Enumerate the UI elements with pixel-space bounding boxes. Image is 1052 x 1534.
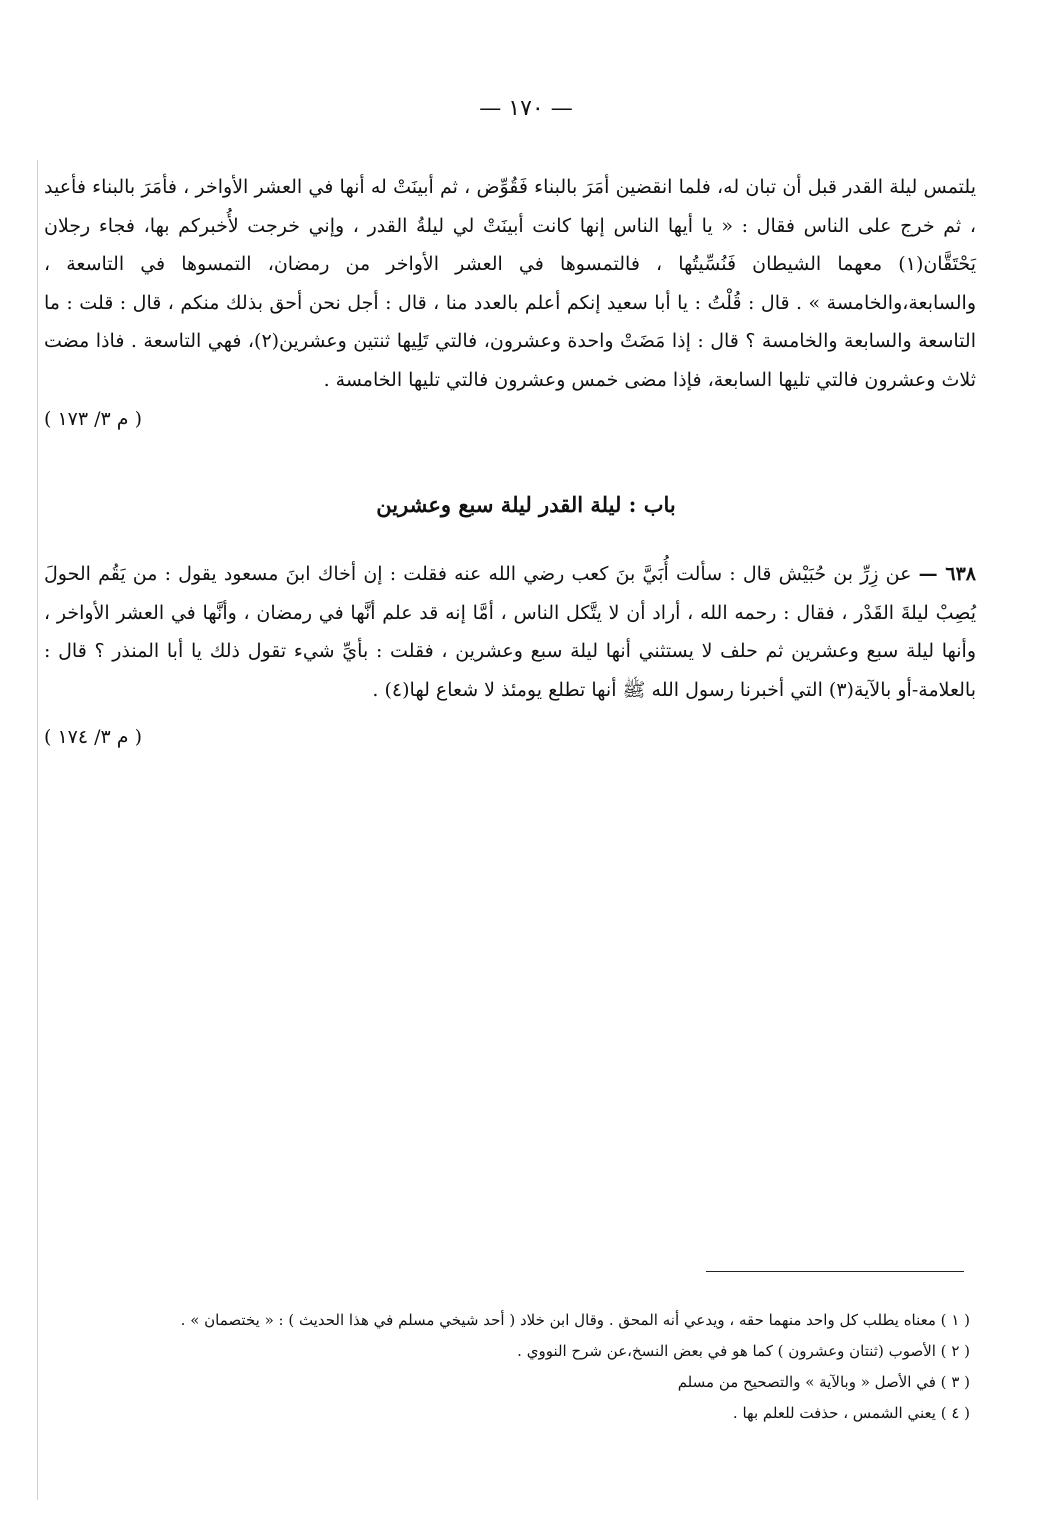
footnote-2: ( ٢ ) الأصوب (ثنتان وعشرون ) كما هو في بعض النسخ،عن شرح النووي . <box>517 1342 970 1360</box>
footnote-4: ( ٤ ) يعني الشمس ، حذفت للعلم بها . <box>732 1404 970 1422</box>
hadith-number: ٦٣٨ — <box>918 563 976 585</box>
footnote-divider <box>706 1271 964 1272</box>
page-number: — ١٧٠ — <box>479 96 573 121</box>
source-reference-1: ( م ٣/ ١٧٣ ) <box>44 408 143 430</box>
footnote-3: ( ٣ ) في الأصل « وبالآية » والتصحيح من مسلم <box>677 1373 970 1391</box>
paragraph-hadith-638 <box>44 555 976 709</box>
paragraph-continued-hadith: يلتمس ليلة القدر قبل أن تبان له، فلما انقضين أمَرَ بالبناء فَقُوِّض ، ثم أبينَتْ له أنها في العشر الأواخر ، فأمَرَ بالبناء فأعيد ، ثم خرج على الناس فقال : « يا أيها الناس إنها كانت أبينَتْ لي ليلةُ القدر ، وإني خرجت لأُخبركم بها، فجاء رجلان يَحْتَقَّان(١) معهما الشيطان فَنُسِّيتُها ، فالتمسوها في العشر الأواخر من رمضان، التمسوها في التاسعة ، والسابعة،والخامسة » . قال : قُلْتُ : يا أبا سعيد إنكم أعلم بالعدد منا ، قال : أجل نحن أحق بذلك منكم ، قال : قلت : ما التاسعة والسابعة والخامسة ؟ قال : إذا مَضَتْ واحدة وعشرون، فالتي تَلِيها ثنتين وعشرين(٢)، فهي التاسعة . فاذا مضت ثلاث وعشرون فالتي تليها السابعة، فإذا مضى خمس وعشرون فالتي تليها الخامسة . <box>44 176 976 391</box>
hadith-text: عن زِرِّ بن حُبَيْش قال : سألت أُبَيَّ بنَ كعب رضي الله عنه فقلت : إن أخاك ابنَ مسعود يقول : من يَقُم الحولَ يُصِبْ ليلةَ القَدْر ، فقال : رحمه الله ، أراد أن لا يتَّكل الناس ، أمَّا إنه قد علم أنَّها في رمضان ، وأنَّها في العشر الأواخر ، وأنها ليلة سبع وعشرين ثم حلف لا يستثني أنها ليلة سبع وعشرين ، فقلت : بأيِّ شيء تقول ذلك يا أبا المنذر ؟ قال : بالعلامة-أو بالآية(٣) التي أخبرنا رسول الله ﷺ أنها تطلع يومئذ لا شعاع لها(٤) . <box>44 563 976 701</box>
section-heading: باب : ليلة القدر ليلة سبع وعشرين <box>376 492 676 517</box>
footnote-1: ( ١ ) معناه يطلب كل واحد منهما حقه ، ويدعي أنه المحق . وقال ابن خلاد ( أحد شيخي مسلم في هذا الحديث ) : « يختصمان » . <box>180 1311 970 1329</box>
scan-margin-line <box>37 160 38 1500</box>
footnotes <box>60 1305 970 1429</box>
source-reference-2: ( م ٣/ ١٧٤ ) <box>44 726 143 748</box>
